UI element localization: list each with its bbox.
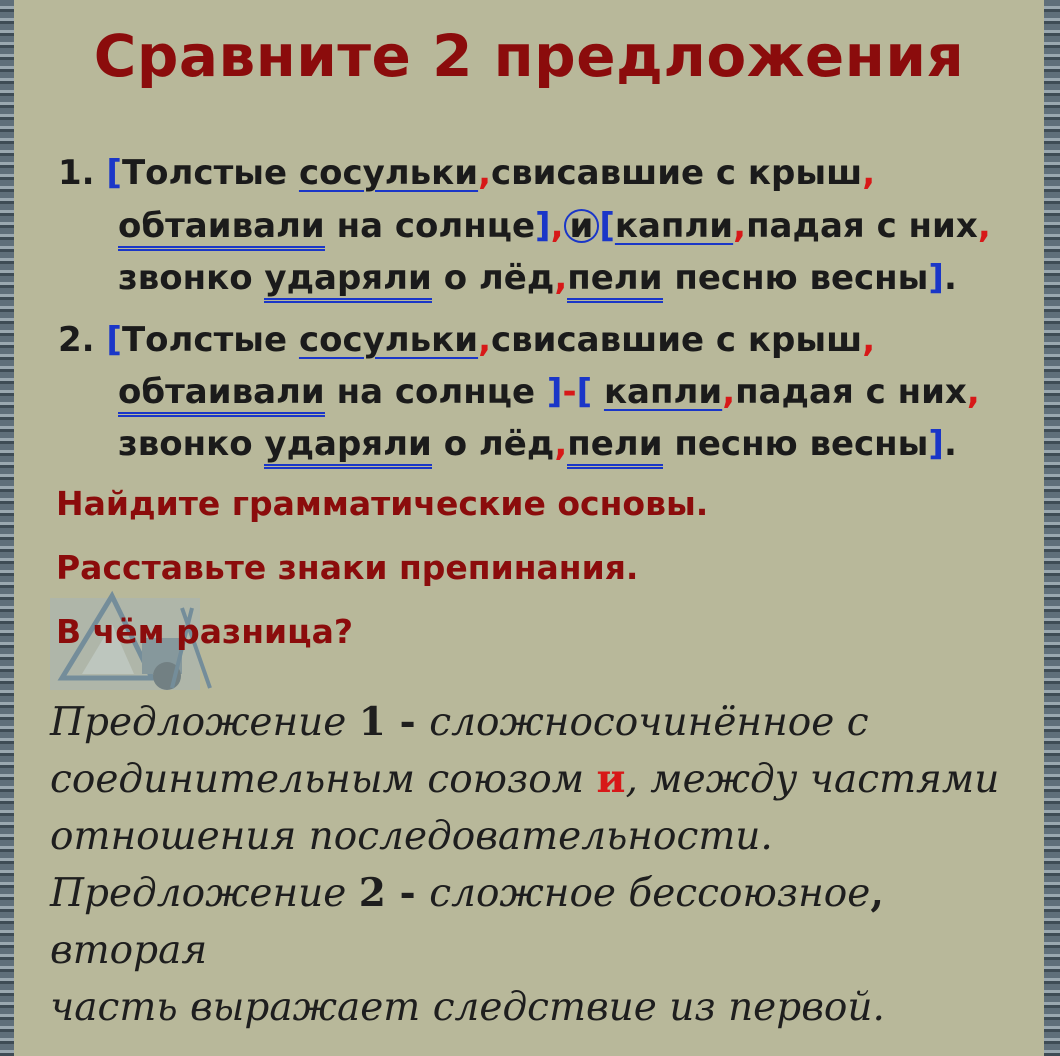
comma: , xyxy=(966,372,980,412)
number: 1 xyxy=(358,699,386,745)
dash: - xyxy=(562,372,577,412)
comma: , xyxy=(977,206,991,246)
word: на солнце xyxy=(324,372,547,412)
comma: , xyxy=(554,424,568,464)
dash: - xyxy=(385,870,430,916)
comma: , xyxy=(554,258,568,298)
conclusion-text xyxy=(50,694,1040,1036)
predicate: пели xyxy=(567,424,662,469)
period: . xyxy=(943,258,957,298)
word: сложное бессоюзное xyxy=(429,871,871,916)
left-frame-border xyxy=(0,0,14,1056)
comma: , xyxy=(478,153,491,193)
subject: капли xyxy=(603,372,723,412)
period: . xyxy=(943,424,957,464)
predicate: ударяли xyxy=(264,258,431,303)
task-punctuation: Расставьте знаки препинания. xyxy=(56,548,639,587)
dash: - xyxy=(385,699,430,745)
word: Предложение xyxy=(50,871,359,916)
word: на солнце xyxy=(324,206,536,246)
word: Толстые xyxy=(121,153,299,193)
sentence1-line3 xyxy=(118,258,957,298)
sentence2-line3 xyxy=(118,424,957,464)
word: , между частями xyxy=(625,757,1000,802)
comma: , xyxy=(862,320,876,360)
task-difference: В чём разница? xyxy=(56,612,353,651)
predicate: обтаивали xyxy=(118,372,325,417)
sentence1-number: 1. xyxy=(58,153,95,193)
bracket-close: ] xyxy=(535,206,551,246)
sentence2-line1 xyxy=(58,320,875,360)
right-frame-border xyxy=(1044,0,1060,1056)
conclusion-line xyxy=(50,979,1040,1036)
word: песню весны xyxy=(662,424,929,464)
bracket-close: ] xyxy=(928,258,944,298)
conclusion-line xyxy=(50,808,1040,865)
conclusion-line xyxy=(50,865,1040,979)
bracket-open: [ xyxy=(106,320,122,360)
subject: капли xyxy=(614,206,734,246)
predicate: ударяли xyxy=(264,424,431,469)
word: падая с них xyxy=(735,372,967,412)
bracket-open: [ xyxy=(106,153,122,193)
conjunction: и xyxy=(596,756,626,802)
sentence1-line1 xyxy=(58,153,875,193)
comma: , xyxy=(550,206,564,246)
word: часть выражает следствие из первой. xyxy=(50,985,885,1030)
comma: , xyxy=(478,320,491,360)
word: вторая xyxy=(50,928,208,973)
word: звонко xyxy=(118,258,265,298)
predicate: обтаивали xyxy=(118,206,325,251)
predicate: пели xyxy=(567,258,662,303)
word: свисавшие с крыш xyxy=(491,320,863,360)
sentence2-line2 xyxy=(118,372,980,412)
word: Предложение xyxy=(50,700,359,745)
word: отношения последовательности. xyxy=(50,814,773,859)
sentence1-line2 xyxy=(118,206,991,246)
subject: сосульки xyxy=(298,153,479,193)
subject: сосульки xyxy=(298,320,479,360)
word: Толстые xyxy=(121,320,299,360)
slide-title: Сравните 2 предложения xyxy=(93,22,965,90)
comma: , xyxy=(870,870,884,916)
comma: , xyxy=(722,372,736,412)
word: о лёд xyxy=(431,424,555,464)
number: 2 xyxy=(358,870,386,916)
conclusion-line xyxy=(50,751,1040,808)
comma: , xyxy=(733,206,747,246)
conjunction-circled: и xyxy=(564,209,600,243)
word: звонко xyxy=(118,424,265,464)
word: о лёд xyxy=(431,258,555,298)
bracket-close: ] xyxy=(546,372,563,412)
conclusion-line xyxy=(50,694,1040,751)
bracket-close: ] xyxy=(928,424,944,464)
word: соединительным союзом xyxy=(50,757,597,802)
task-find-bases: Найдите грамматические основы. xyxy=(56,484,709,523)
sentence2-number: 2. xyxy=(58,320,95,360)
word: падая с них xyxy=(746,206,978,246)
comma: , xyxy=(862,153,876,193)
bracket-open: [ xyxy=(576,372,593,412)
word: песню весны xyxy=(662,258,929,298)
word: сложносочинённое с xyxy=(429,700,869,745)
word: свисавшие с крыш xyxy=(491,153,863,193)
bracket-open: [ xyxy=(599,206,615,246)
